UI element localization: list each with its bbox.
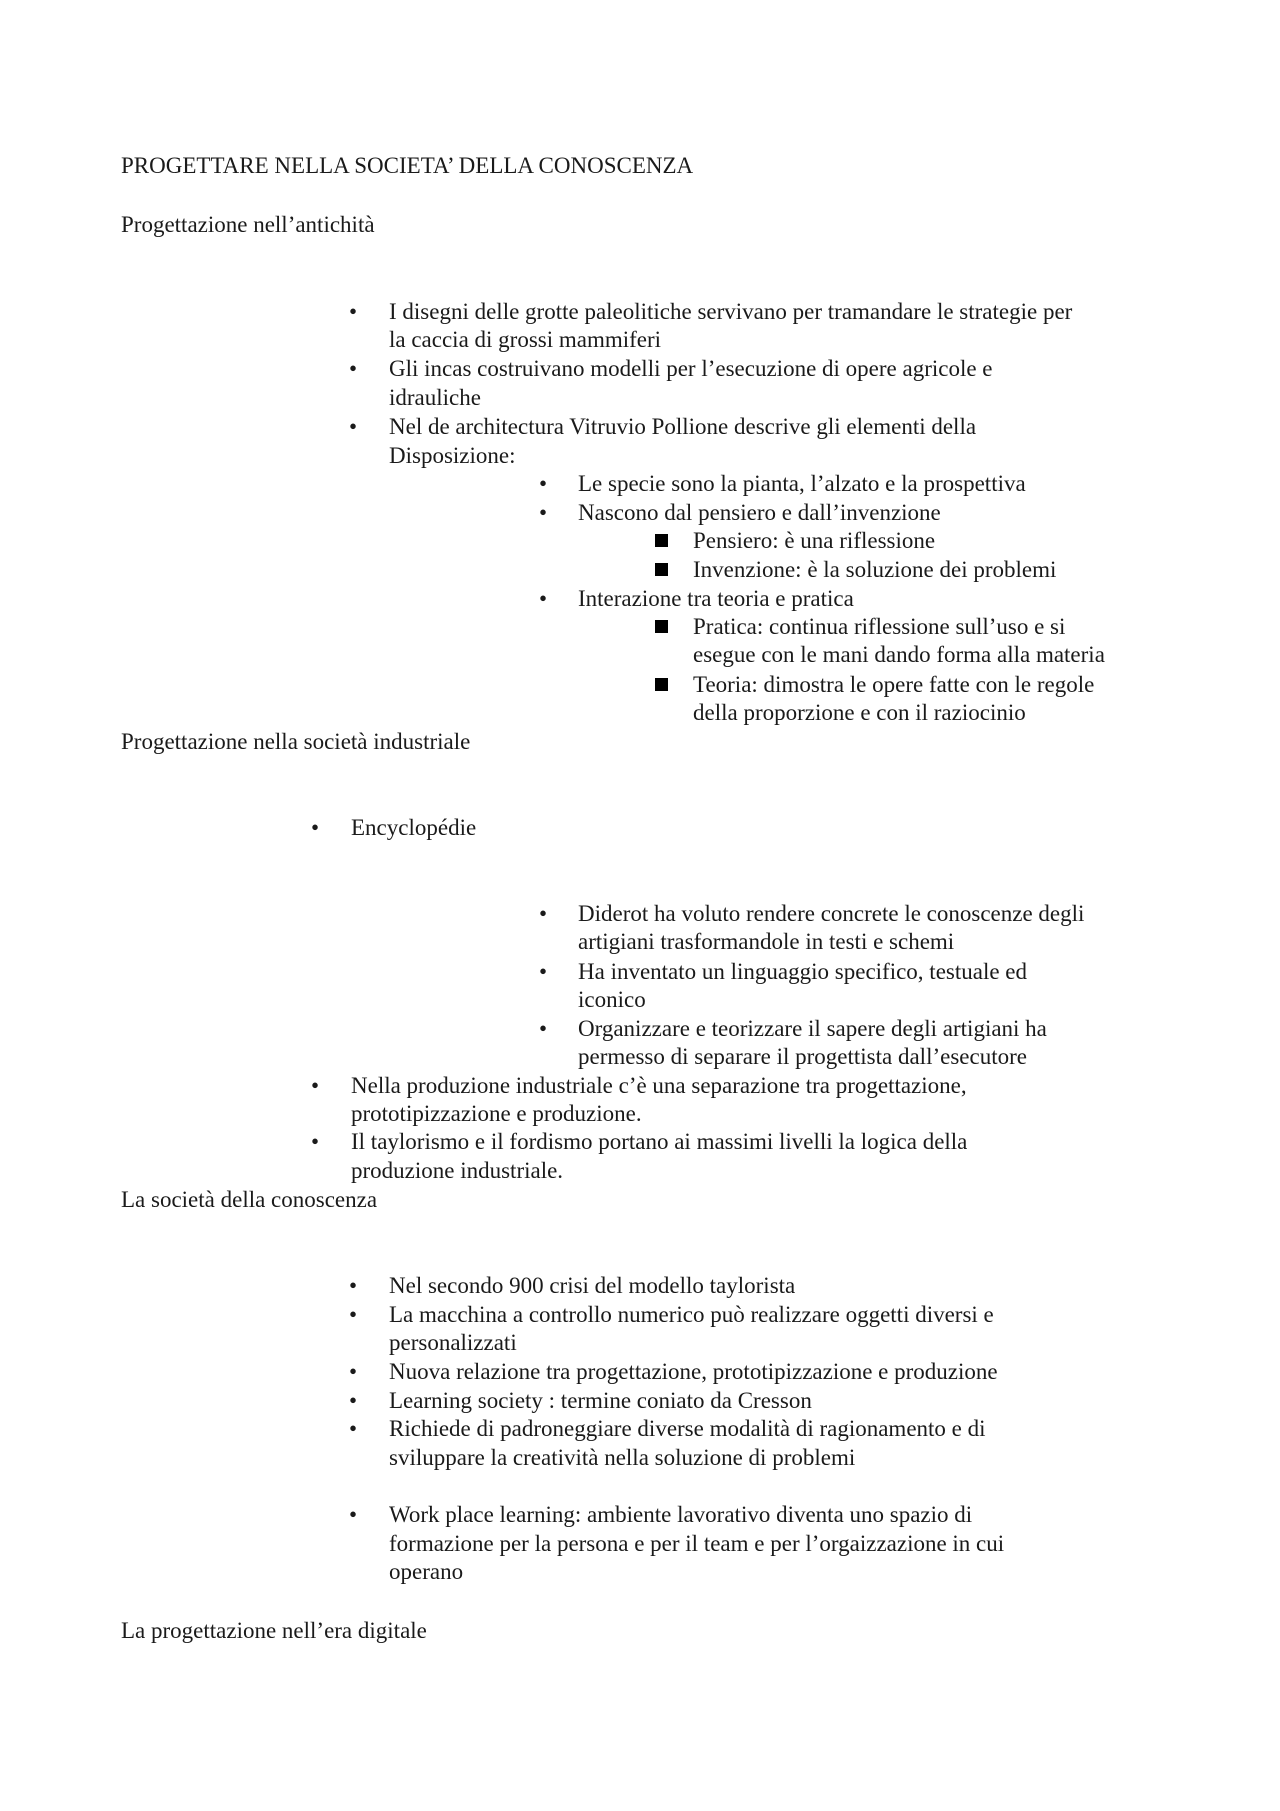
- bullet-icon: •: [539, 959, 548, 984]
- bullet-icon: •: [539, 1016, 548, 1041]
- bullet-icon: •: [539, 901, 548, 926]
- bullet-icon: •: [349, 1388, 358, 1413]
- square-bullet-icon: [655, 678, 668, 691]
- section-heading-digitale: La progettazione nell’era digitale: [121, 1618, 427, 1643]
- bullet-icon: •: [349, 1302, 358, 1327]
- bullet-icon: •: [311, 815, 320, 840]
- bullet-icon: •: [539, 586, 548, 611]
- bullet-icon: •: [539, 471, 548, 496]
- bullet-icon: •: [349, 356, 358, 381]
- section-heading-industriale: Progettazione nella società industriale: [121, 729, 471, 754]
- section-heading-antichita: Progettazione nell’antichità: [121, 212, 375, 237]
- square-bullet-icon: [655, 620, 668, 633]
- square-bullet-icon: [655, 563, 668, 576]
- bullet-icon: •: [311, 1129, 320, 1154]
- bullet-icon: •: [311, 1073, 320, 1098]
- bullet-icon: •: [349, 1502, 358, 1527]
- document-title: PROGETTARE NELLA SOCIETA’ DELLA CONOSCENZA: [121, 153, 694, 178]
- section-heading-conoscenza: La società della conoscenza: [121, 1187, 378, 1212]
- bullet-icon: •: [349, 299, 358, 324]
- document-page: PROGETTARE NELLA SOCIETA’ DELLA CONOSCENZA Progettazione nell’antichità • I disegni delle grotte paleolitiche servivano per tramandare le strategie per la caccia di grossi mammiferi • Gli incas costruivano modelli per l’esecuzione di opere agricole e idrauliche • Nel de architectura Vitruvio Pollione descrive gli elementi della Disposizione: • Le specie sono la pianta, l’alzato e la prospettiva • Nascono dal pensiero e dall’invenzione Pensiero: è una riflessione Invenzione: è la soluzione dei problemi • Interazione tra teoria e pratica Pratica: continua riflessione sull’uso e si esegue con le mani dando forma alla materia Teoria: dimostra le opere fatte con le regole della proporzione e con il raziocinio Progettazione nella società industriale • Encyclopédie • Diderot ha voluto rendere concrete le conoscenze degli artigiani trasformandole in testi e schemi • Ha inventato un linguaggio specifico, testuale ed iconico • Organizzare e teorizzare il sapere degli artigiani ha permesso di separare il progettista dall’esecutore • Nella produzione industriale c’è una separazione tra progettazione, prototipizzazione e produzione. • Il taylorismo e il fordismo portano ai massimi livelli la logica della produzione industriale. La società della conoscenza • Nel secondo 900 crisi del modello taylorista • La macchina a controllo numerico può realizzare oggetti diversi e personalizzati • Nuova relazione tra progettazione, prototipizzazione e produzione • Learning society : termine coniato da Cresson • Richiede di padroneggiare diverse modalità di ragionamento e di sviluppare la creatività nella soluzione di problemi • Work place learning: ambiente lavorativo diventa uno spazio di formazione per la persona e per il team e per l’orgaizzazione in cui operano La progettazione nell’era digitale: [121, 153, 1105, 1643]
- bullet-icon: •: [349, 1273, 358, 1298]
- bullet-icon: •: [539, 500, 548, 525]
- square-bullet-icon: [655, 534, 668, 547]
- bullet-icon: •: [349, 414, 358, 439]
- bullet-icon: •: [349, 1359, 358, 1384]
- bullet-icon: •: [349, 1416, 358, 1441]
